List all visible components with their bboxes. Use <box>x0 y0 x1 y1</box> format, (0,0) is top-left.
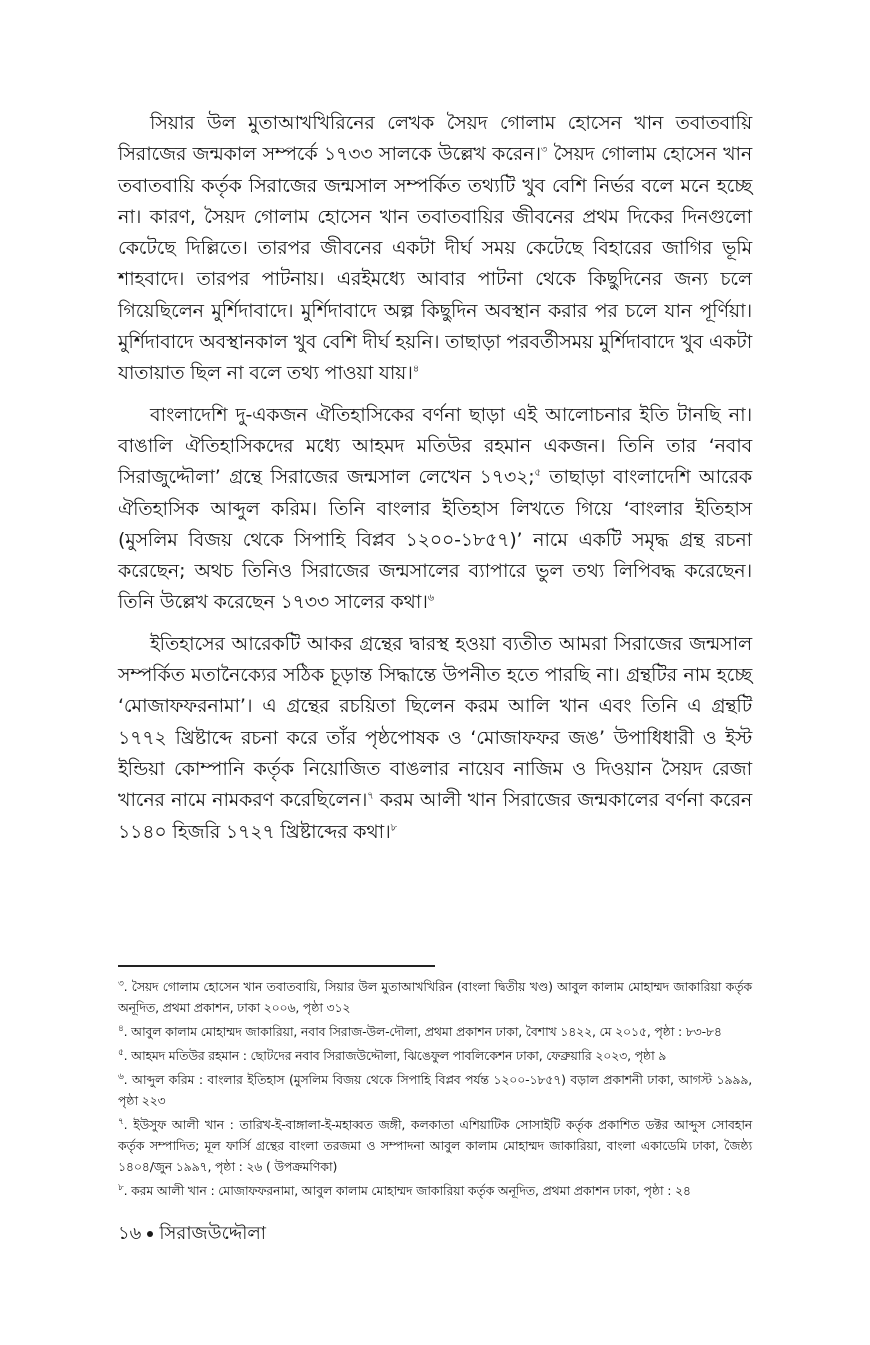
footnote-text: . আব্দুল করিম : বাংলার ইতিহাস (মুসলিম বিজয় থেকে সিপাহি বিপ্লব পর্যন্ত ১২০০-১৮৫৭) বড়াল প্রকাশনী ঢাকা, আগস্ট ১৯৯৯, পৃষ্ঠা ২২৩ <box>118 1072 752 1108</box>
footnote-5 <box>118 1045 752 1066</box>
footnote-ref-3[interactable]: ৩ <box>540 144 548 156</box>
footnote-ref-8[interactable]: ৮ <box>390 822 397 834</box>
footnote-text: . সৈয়দ গোলাম হোসেন খান তবাতবায়ি, সিয়ার উল মুতাআখখিরিন (বাংলা দ্বিতীয় খণ্ড) আবুল কালাম মোহাম্মদ জাকারিয়া কর্তৃক অনূদিত, প্রথমা প্রকাশন, ঢাকা ২০০৬, পৃষ্ঠা ৩১২ <box>118 979 752 1015</box>
footnote-ref-4[interactable]: ৪ <box>412 364 420 376</box>
footnote-8 <box>118 1180 752 1201</box>
footnote-text: . আবুল কালাম মোহাম্মদ জাকারিয়া, নবাব সিরাজ-উল-দৌলা, প্রথমা প্রকাশন ঢাকা, বৈশাখ ১৪২২, মে ২০১৫, পৃষ্ঠা : ৮৩-৮৪ <box>123 1024 722 1039</box>
paragraph-2-text-a: বাংলাদেশি দু-একজন ঐতিহাসিকের বর্ণনা ছাড়া এই আলোচনার ইতি টানছি না। বাঙালি ঐতিহাসিকদের মধ্যে আহমদ মতিউর রহমান একজন। তিনি তার ‘নবাব সিরাজুদ্দৌলা’ গ্রন্থে সিরাজের জন্মসাল লেখেন ১৭৩২; <box>118 403 752 489</box>
footnote-3 <box>118 976 752 1018</box>
paragraph-1 <box>118 108 752 390</box>
footnote-text: . ইউসুফ আলী খান : তারিখ-ই-বাঙ্গালা-ই-মহাব্বত জঙ্গী, কলকাতা এশিয়াটিক সোসাইটি কর্তৃক প্রকাশিত ডক্টর আব্দুস সোবহান কর্তৃক সম্পাদিত; মূল ফার্সি গ্রন্থের বাংলা তরজমা ও সম্পাদনা আবুল কালাম মোহাম্মদ জাকারিয়া, বাংলা একাডেমি ঢাকা, জৈষ্ঠ্য ১৪০৪/জুন ১৯৯৭, পৃষ্ঠা : ২৬ ( উপক্রমণিকা) <box>118 1117 752 1174</box>
paragraph-3-text-a: ইতিহাসের আরেকটি আকর গ্রন্থের দ্বারস্থ হওয়া ব্যতীত আমরা সিরাজের জন্মসাল সম্পর্কিত মতানৈক্যের সঠিক চূড়ান্ত সিদ্ধান্তে উপনীত হতে পারছি না। গ্রন্থটির নাম হচ্ছে ‘মোজাফফরনামা’। এ গ্রন্থের রচয়িতা ছিলেন করম আলি খান এবং তিনি এ গ্রন্থটি ১৭৭২ খ্রিষ্টাব্দে রচনা করে তাঁর পৃষ্ঠপোষক ও ‘মোজাফফর জঙ’ উপাধিধারী ও ইস্ট ইন্ডিয়া কোম্পানি কর্তৃক নিয়োজিত বাঙলার নায়েব নাজিম ও দিওয়ান সৈয়দ রেজা খানের নামে নামকরণ করেছিলেন। <box>118 632 752 812</box>
footnote-number: ৭ <box>118 1116 124 1127</box>
footnote-number: ৬ <box>118 1071 124 1082</box>
paragraph-2-text-b: তাছাড়া বাংলাদেশি আরেক ঐতিহাসিক আব্দুল করিম। তিনি বাংলার ইতিহাস লিখতে গিয়ে ‘বাংলার ইতিহাস (মুসলিম বিজয় থেকে সিপাহি বিপ্লব ১২০০-১৮৫৭)’ নামে একটি সমৃদ্ধ গ্রন্থ রচনা করেছেন; অথচ তিনিও সিরাজের জন্মসালের ব্যাপারে ভুল তথ্য লিপিবদ্ধ করেছেন। তিনি উল্লেখ করেছেন ১৭৩৩ সালের কথা। <box>118 466 752 614</box>
paragraph-3-text-b: করম আলী খান সিরাজের জন্মকালের বর্ণনা করেন ১১৪০ হিজরি ১৭২৭ খ্রিষ্টাব্দের কথা। <box>118 789 752 843</box>
page-footer <box>118 1222 266 1246</box>
footnote-number: ৪ <box>118 1023 124 1034</box>
footnote-number: ৮ <box>118 1182 124 1193</box>
paragraph-2 <box>118 400 752 619</box>
page-number: ১৬ <box>118 1223 142 1244</box>
footnote-ref-7[interactable]: ৭ <box>367 790 374 802</box>
paragraph-3 <box>118 629 752 848</box>
footnote-text: . আহমদ মতিউর রহমান : ছোটদের নবাব সিরাজউদ্দৌলা, ঝিঙেফুল পাবলিকেশন ঢাকা, ফেব্রুয়ারি ২০২৩, পৃষ্ঠা ৯ <box>123 1048 667 1063</box>
footnote-ref-6[interactable]: ৬ <box>427 593 435 605</box>
bullet-separator-icon <box>147 1231 153 1237</box>
footnote-divider <box>118 965 435 967</box>
footnote-text: . করম আলী খান : মোজাফফরনামা, আবুল কালাম মোহাম্মদ জাকারিয়া কর্তৃক অনূদিত, প্রথমা প্রকাশন ঢাকা, পৃষ্ঠা : ২৪ <box>123 1183 691 1198</box>
footnote-number: ৩ <box>118 978 124 989</box>
footnote-ref-5[interactable]: ৫ <box>534 467 541 479</box>
footnote-7 <box>118 1114 752 1177</box>
body-text <box>118 108 752 858</box>
paragraph-1-text-b: সৈয়দ গোলাম হোসেন খান তবাতবায়ি কর্তৃক সিরাজের জন্মসাল সম্পর্কিত তথ্যটি খুব বেশি নির্ভর বলে মনে হচ্ছে না। কারণ, সৈয়দ গোলাম হোসেন খান তবাতবায়ির জীবনের প্রথম দিকের দিনগুলো কেটেছে দিল্লিতে। তারপর জীবনের একটা দীর্ঘ সময় কেটেছে বিহারের জাগির ভূমি শাহবাদে। তারপর পাটনায়। এরইমধ্যে আবার পাটনা থেকে কিছুদিনের জন্য চলে গিয়েছিলেন মুর্শিদাবাদে। মুর্শিদাবাদে অল্প কিছুদিন অবস্থান করার পর চলে যান পূর্ণিয়া। মুর্শিদাবাদে অবস্থানকাল খুব বেশি দীর্ঘ হয়নি। তাছাড়া পরবর্তীসময় মুর্শিদাবাদে খুব একটা যাতায়াত ছিল না বলে তথ্য পাওয়া যায়। <box>118 143 752 385</box>
footnote-4 <box>118 1021 752 1042</box>
footnote-number: ৫ <box>118 1047 124 1058</box>
running-title: সিরাজউদ্দৌলা <box>159 1223 267 1244</box>
paragraph-1-text-a: সিয়ার উল মুতাআখখিরিনের লেখক সৈয়দ গোলাম হোসেন খান তবাতবায়ি সিরাজের জন্মকাল সম্পর্কে ১৭৩৩ সালকে উল্লেখ করেন। <box>118 112 752 166</box>
footnotes <box>118 976 752 1204</box>
footnote-6 <box>118 1069 752 1111</box>
